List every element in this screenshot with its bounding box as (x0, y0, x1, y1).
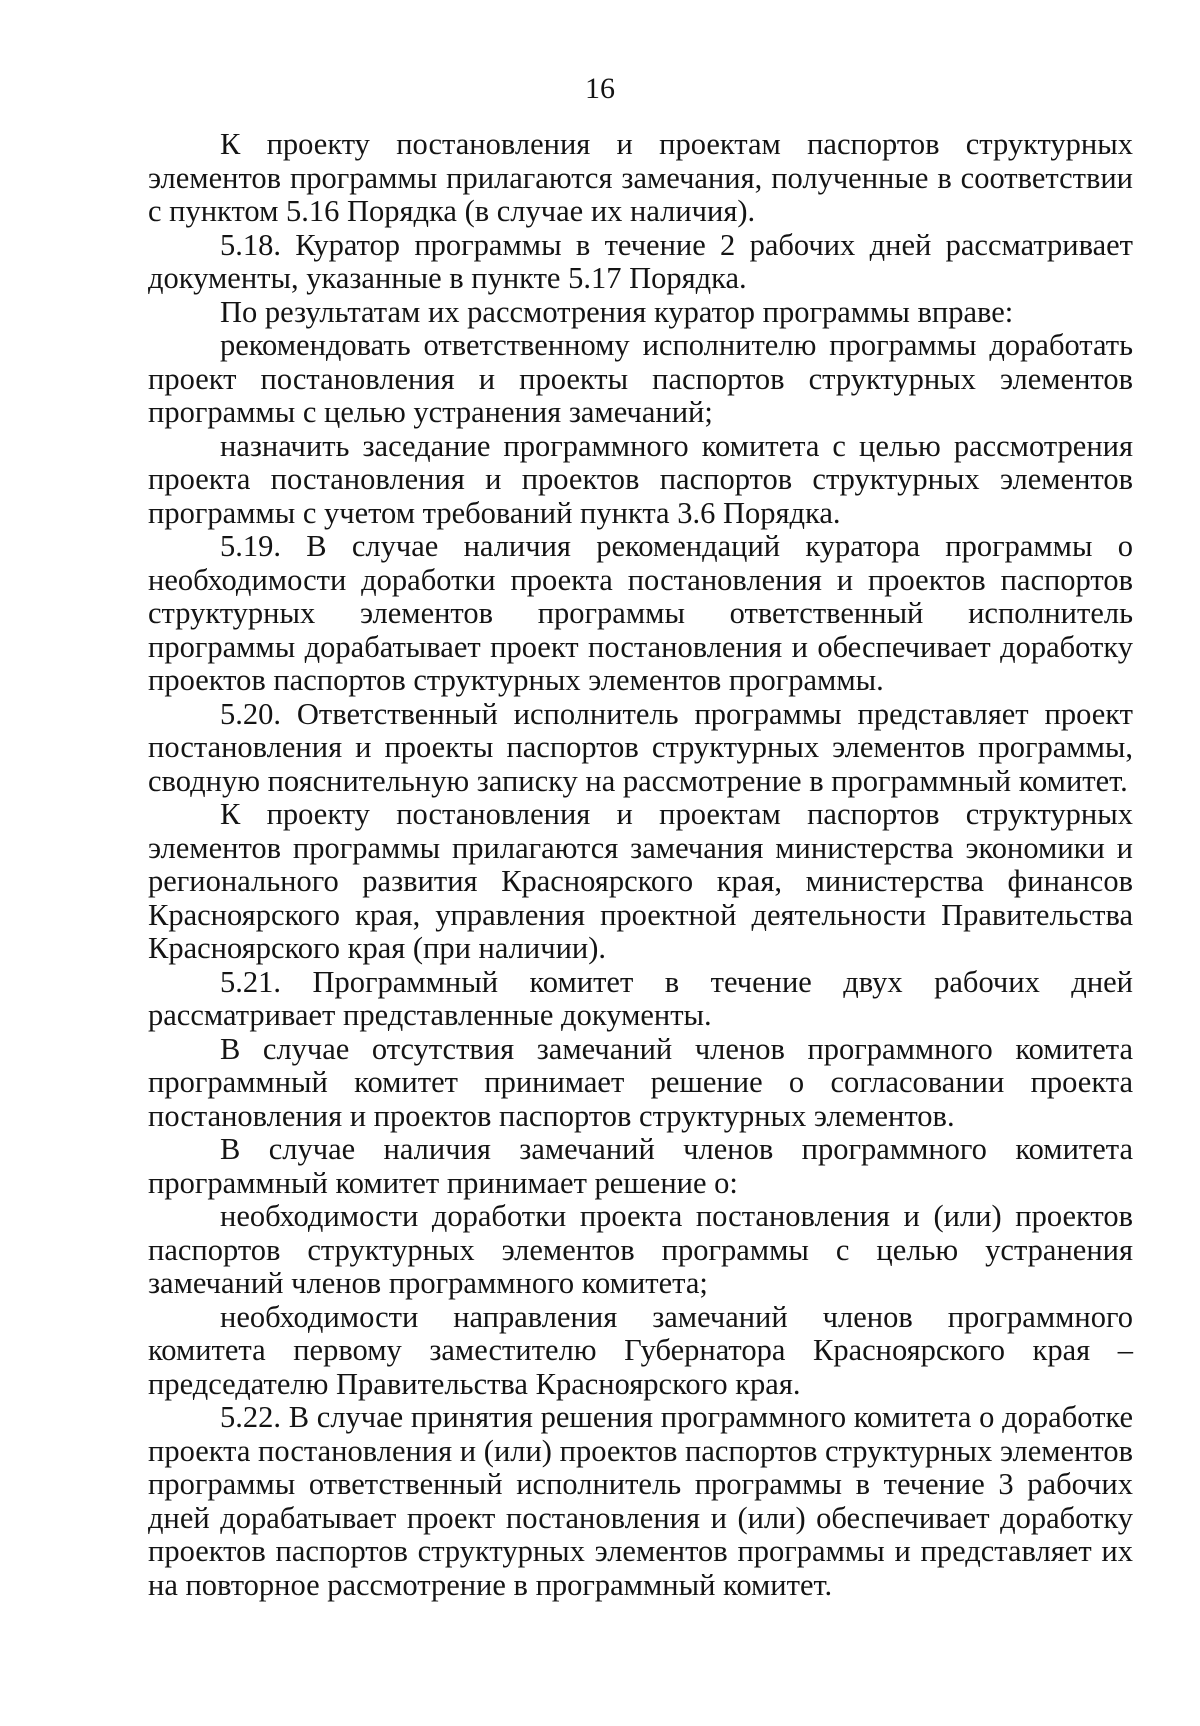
paragraph-revision-needed: необходимости доработки проекта постановления и (или) проектов паспортов структурных элементов программы с целью устранения замечаний членов программного комитета; (148, 1199, 1133, 1300)
page-number: 16 (585, 72, 615, 105)
paragraph-recommend-revision: рекомендовать ответственному исполнителю программы доработать проект постановления и проекты паспортов структурных элементов программы с целью устранения замечаний; (148, 328, 1133, 429)
paragraph-5-21: 5.21. Программный комитет в течение двух рабочих дней рассматривает представленные документы. (148, 964, 1133, 1032)
paragraph-5-18: 5.18. Куратор программы в течение 2 рабочих дней рассматривает документы, указанные в пункте 5.17 Порядка. (148, 227, 1133, 295)
paragraph-schedule-meeting: назначить заседание программного комитета с целью рассмотрения проекта постановления и проектов паспортов структурных элементов программы с учетом требований пункта 3.6 Порядка. (148, 428, 1133, 530)
paragraph-5-22: 5.22. В случае принятия решения программного комитета о доработке проекта постановления и (или) проектов паспортов структурных элементов программы ответственный исполнитель программы в течение 3 рабочих дней дорабатывает проект постановления и (или) обеспечивает доработку проектов паспортов структурных элементов программы и представляет их на повторное рассмотрение в программный комитет. (148, 1400, 1133, 1602)
paragraph-5-19: 5.19. В случае наличия рекомендаций куратора программы о необходимости доработки проекта постановления и проектов паспортов структурных элементов программы ответственный исполнитель программы дорабатывает проект постановления и обеспечивает доработку проектов паспортов структурных элементов программы. (148, 529, 1133, 697)
paragraph-attachments-note: К проекту постановления и проектам паспортов структурных элементов программы прилагаются замечания, полученные в соответствии с пунктом 5.16 Порядка (в случае их наличия). (148, 127, 1133, 228)
paragraph-with-remarks: В случае наличия замечаний членов программного комитета программный комитет принимает решение о: (148, 1132, 1133, 1200)
paragraph-ministry-remarks: К проекту постановления и проектам паспортов структурных элементов программы прилагаются замечания министерства экономики и регионального развития Красноярского края, министерства финансов Красноярского края, управления проектной деятельности Правительства Красноярского края (при наличии). (148, 797, 1133, 965)
paragraph-send-remarks: необходимости направления замечаний членов программного комитета первому заместителю Губернатора Красноярского края – председателю Правительства Красноярского края. (148, 1299, 1133, 1401)
paragraph-curator-rights: По результатам их рассмотрения куратор программы вправе: (220, 294, 1014, 329)
document-body (148, 128, 1133, 1602)
paragraph-5-20: 5.20. Ответственный исполнитель программы представляет проект постановления и проекты паспортов структурных элементов программы, сводную пояснительную записку на рассмотрение в программный комитет. (148, 696, 1133, 798)
paragraph-no-remarks: В случае отсутствия замечаний членов программного комитета программный комитет принимает решение о согласовании проекта постановления и проектов паспортов структурных элементов. (148, 1031, 1133, 1133)
